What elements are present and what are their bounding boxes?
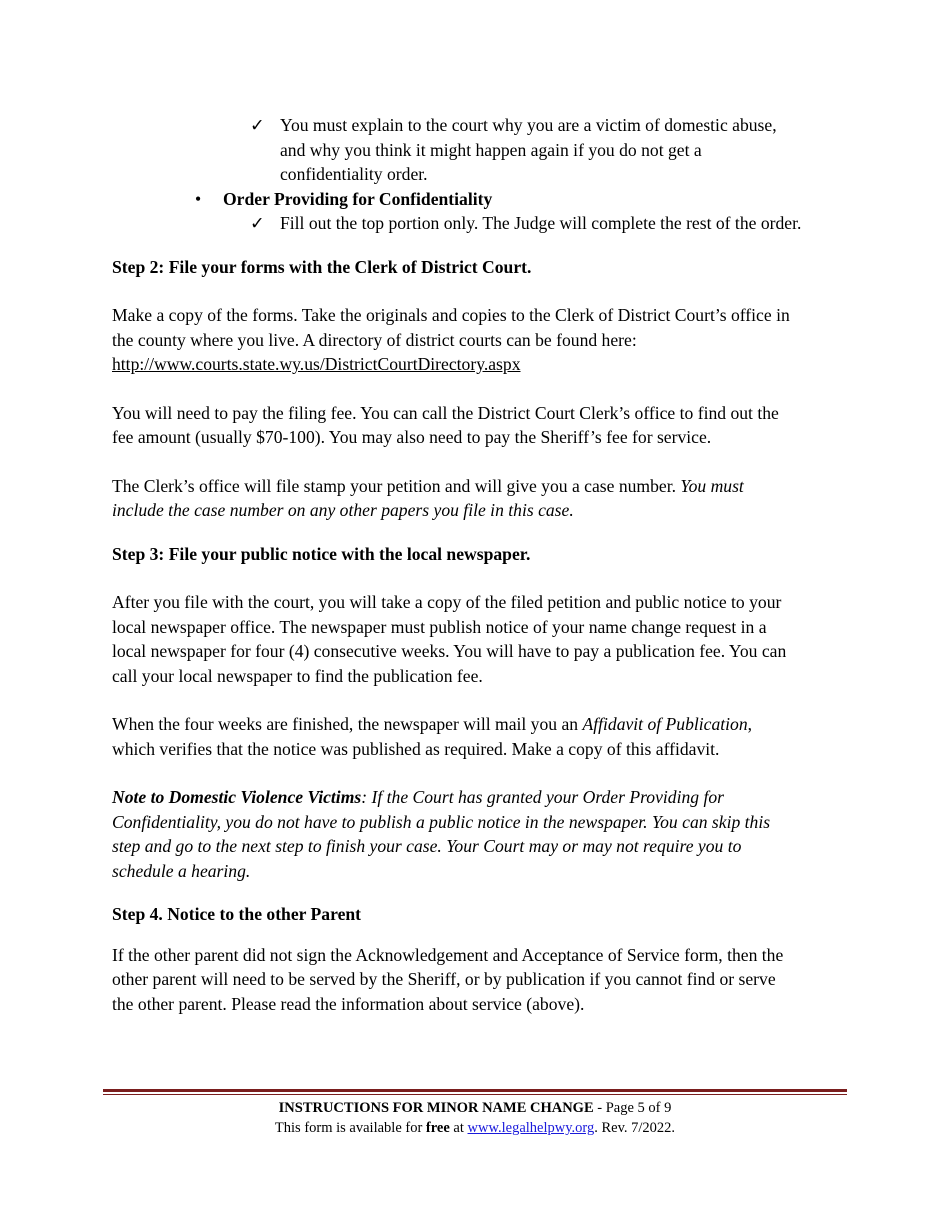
text-line: If the other parent did not sign the Acknowledgement and Acceptance of Service form, then the xyxy=(112,944,784,965)
dv-note xyxy=(112,785,842,883)
text-run: The Clerk’s office will file stamp your petition and will give you a case number. xyxy=(112,475,681,496)
text-line-italic: step and go to the next step to finish your case. Your Court may or may not require you to xyxy=(112,836,742,856)
court-directory-link[interactable]: http://www.courts.state.wy.us/DistrictCourtDirectory.aspx xyxy=(112,354,521,374)
step2-para2 xyxy=(112,401,842,450)
text-line: the other parent. Please read the information about service (above). xyxy=(112,993,585,1014)
bullet-title: Order Providing for Confidentiality xyxy=(223,188,493,209)
step4-para xyxy=(112,943,842,1017)
step3-heading: Step 3: File your public notice with the local newspaper. xyxy=(112,543,531,564)
checklist-text-line: Fill out the top portion only. The Judge will complete the rest of the order. xyxy=(280,213,802,233)
checklist-text-line: and why you think it might happen again if you do not get a xyxy=(280,139,702,160)
page-number: - Page 5 of 9 xyxy=(593,1100,672,1116)
step4-heading: Step 4. Notice to the other Parent xyxy=(112,904,362,924)
text-line: which verifies that the notice was published as required. Make a copy of this affidavit. xyxy=(112,738,720,759)
text-line: local newspaper office. The newspaper must publish notice of your name change request in a xyxy=(112,616,767,637)
step2-para3 xyxy=(112,474,842,523)
text-run: at xyxy=(449,1120,468,1136)
text-line: other parent will need to be served by the Sheriff, or by publication if you cannot find or serve xyxy=(112,969,776,989)
text-run-italic: You must xyxy=(680,475,744,496)
footer-divider xyxy=(103,1089,847,1095)
checkmark-icon: ✓ xyxy=(250,115,265,135)
text-line: local newspaper for four (4) consecutive weeks. You will have to pay a publication fee. You can xyxy=(112,641,787,661)
note-title: Note to Domestic Violence Victims xyxy=(112,787,362,807)
bullet-icon: • xyxy=(195,188,202,209)
text-run-italic: include the case number on any other papers you file in this case. xyxy=(112,500,574,520)
text-line: fee amount (usually $70-100). You may also need to pay the Sheriff’s fee for service. xyxy=(112,427,712,447)
text-run: . Rev. 7/2022. xyxy=(594,1120,676,1136)
text-run-italic: : If the Court has granted your Order Providing for xyxy=(361,787,725,807)
text-line-italic: Confidentiality, you do not have to publish a public notice in the newspaper. You can skip this xyxy=(112,811,771,832)
text-line: After you file with the court, you will take a copy of the filed petition and public notice to your xyxy=(112,592,782,612)
bullet-item xyxy=(112,187,842,212)
step3-para2 xyxy=(112,712,842,761)
text-line: call your local newspaper to find the publication fee. xyxy=(112,665,483,686)
footer-line-2 xyxy=(103,1118,847,1138)
footer-line-1 xyxy=(103,1098,847,1118)
checkmark-icon: ✓ xyxy=(250,213,265,233)
text-run-bold: free xyxy=(425,1120,450,1136)
text-line: the county where you live. A directory of district courts can be found here: xyxy=(112,329,637,350)
checklist-text-line: confidentiality order. xyxy=(280,164,428,184)
text-run: This form is available for xyxy=(274,1120,426,1136)
checklist-item xyxy=(112,211,842,236)
footer-title: INSTRUCTIONS FOR MINOR NAME CHANGE xyxy=(278,1100,594,1116)
page-footer xyxy=(103,1098,847,1138)
text-line-italic: schedule a hearing. xyxy=(112,860,251,881)
legalhelp-link[interactable]: www.legalhelpwy.org xyxy=(467,1120,595,1136)
text-line: You will need to pay the filing fee. You can call the District Court Clerk’s office to find out the xyxy=(112,402,779,423)
step3-para1 xyxy=(112,590,842,688)
text-run: , xyxy=(747,714,753,734)
checklist-text-line: You must explain to the court why you are a victim of domestic abuse, xyxy=(280,115,777,135)
step2-heading: Step 2: File your forms with the Clerk of District Court. xyxy=(112,256,532,277)
page-body xyxy=(112,113,842,1016)
text-run-italic: Affidavit of Publication xyxy=(582,714,748,734)
text-run: When the four weeks are finished, the newspaper will mail you an xyxy=(112,714,583,734)
checklist-item xyxy=(112,113,842,187)
step2-para1 xyxy=(112,303,842,377)
text-line: Make a copy of the forms. Take the originals and copies to the Clerk of District Court’s office in xyxy=(112,305,790,325)
